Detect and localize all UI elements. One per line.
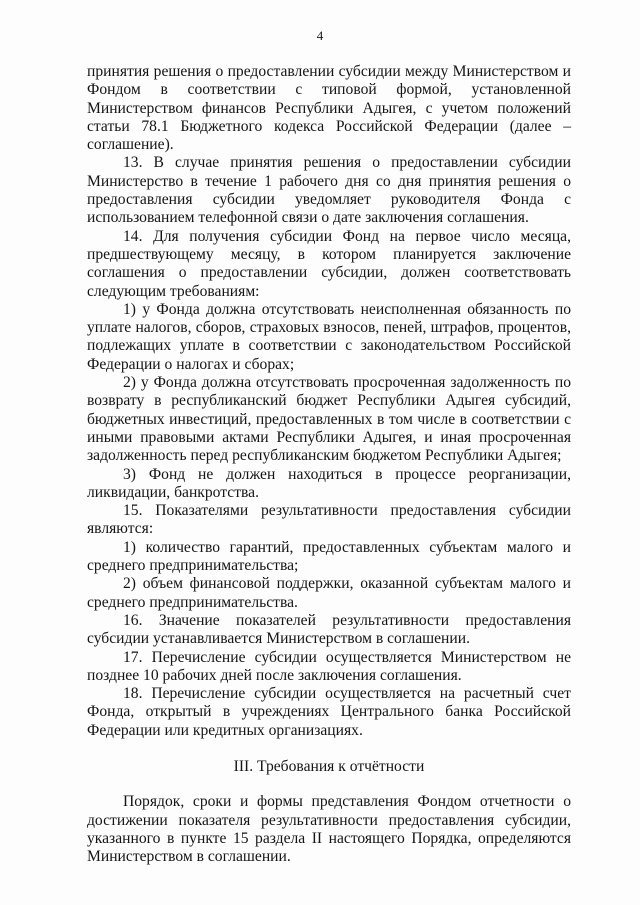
document-body bbox=[87, 63, 571, 866]
paragraph-item-18: 18. Перечисление субсидии осуществляется на расчетный счет Фонда, открытый в учреждениях Центрального банка Российской Федерации или кредитных организациях. bbox=[87, 685, 571, 739]
paragraph-item-17: 17. Перечисление субсидии осуществляется Министерством не позднее 10 рабочих дней после заключения соглашения. bbox=[87, 648, 571, 684]
paragraph-continuation: принятия решения о предоставлении субсидии между Министерством и Фондом в соответствии с типовой формой, установленной Министерством финансов Республики Адыгея, с учетом положений статьи 78.1 Бюджетного кодекса Российской Федерации (далее – соглашение). bbox=[87, 63, 571, 154]
paragraph-item-15-1: 1) количество гарантий, предоставленных субъектам малого и среднего предпринимательства; bbox=[87, 538, 571, 575]
page-number: 4 bbox=[316, 28, 324, 43]
paragraph-item-13: 13. В случае принятия решения о предоставлении субсидии Министерство в течение 1 рабочего дня со дня принятия решения о предоставления субсидии уведомляет руководителя Фонда с использованием телефонной связи о дате заключения соглашения. bbox=[87, 154, 571, 227]
paragraph-item-14-3: 3) Фонд не должен находиться в процессе реорганизации, ликвидации, банкротства. bbox=[87, 465, 571, 501]
paragraph-item-16: 16. Значение показателей результативности предоставления субсидии устанавливается Министерством в соглашении. bbox=[87, 611, 571, 648]
paragraph-item-14-1: 1) у Фонда должна отсутствовать неисполненная обязанность по уплате налогов, сборов, страховых взносов, пеней, штрафов, процентов, подлежащих уплате в соответствии с законодательством Российской Федерации о налогах и сборах; bbox=[87, 300, 571, 373]
paragraph-item-14: 14. Для получения субсидии Фонд на первое число месяца, предшествующему месяцу, в котором планируется заключение соглашения о предоставлении субсидии, должен соответствовать следующим требованиям: bbox=[87, 227, 571, 300]
paragraph-item-15: 15. Показателями результативности предоставления субсидии являются: bbox=[87, 502, 571, 538]
paragraph-reporting: Порядок, сроки и формы представления Фондом отчетности о достижении показателя результативности предоставления субсидии, указанного в пункте 15 раздела II настоящего Порядка, определяются Министерством в соглашении. bbox=[87, 793, 571, 866]
paragraph-item-14-2: 2) у Фонда должна отсутствовать просроченная задолженность по возврату в республиканский бюджет Республики Адыгея субсидий, бюджетных инвестиций, предоставленных в том числе в соответствии с иными правовыми актами Республики Адыгея, и иная просроченная задолженность перед республиканским бюджетом Республики Адыгея; bbox=[87, 374, 571, 465]
section-heading: III. Требования к отчётности bbox=[233, 757, 425, 775]
paragraph-item-15-2: 2) объем финансовой поддержки, оказанной субъектам малого и среднего предпринимательства. bbox=[87, 575, 571, 611]
